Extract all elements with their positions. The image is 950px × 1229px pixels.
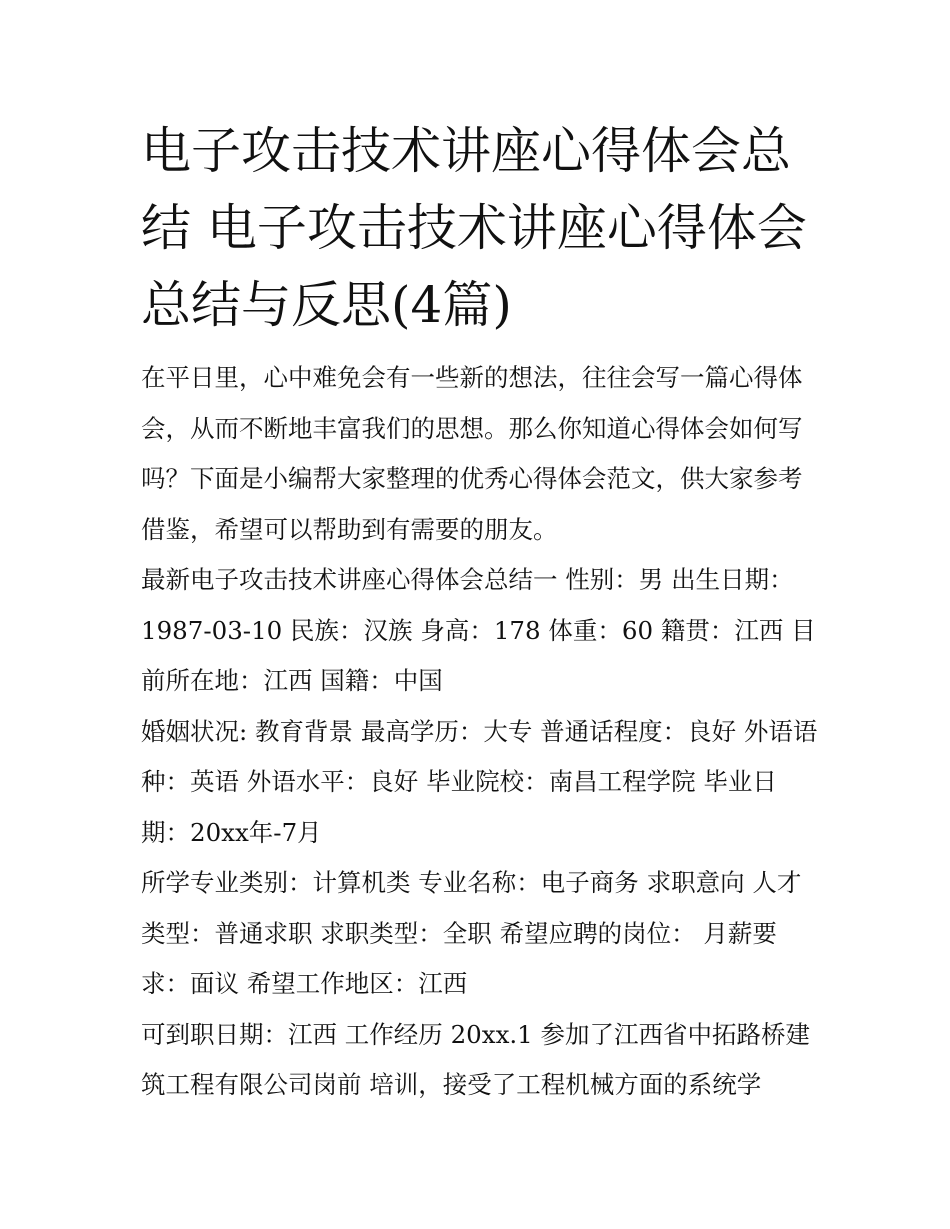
document-body bbox=[141, 113, 821, 1111]
personal-info-paragraph: 最新电子攻击技术讲座心得体会总结一 性别：男 出生日期：1987-03-10 民族：汉族 身高：178 体重：60 籍贯：江西 目前所在地：江西 国籍：中国 bbox=[141, 565, 816, 695]
intro-paragraph: 在平日里，心中难免会有一些新的想法，往往会写一篇心得体会，从而不断地丰富我们的思想。那么你知道心得体会如何写吗？下面是小编帮大家整理的优秀心得体会范文，供大家参考借鉴，希望可以帮助到有需要的朋友。 bbox=[141, 363, 803, 544]
job-intention-paragraph: 所学专业类别：计算机类 专业名称：电子商务 求职意向 人才类型：普通求职 求职类型：全职 希望应聘的岗位： 月薪要求：面议 希望工作地区：江西 bbox=[141, 868, 802, 998]
work-experience-paragraph: 可到职日期：江西 工作经历 20xx.1 参加了江西省中拓路桥建筑工程有限公司岗前 培训，接受了工程机械方面的系统学 bbox=[141, 1019, 811, 1099]
education-paragraph: 婚姻状况: 教育背景 最高学历：大专 普通话程度：良好 外语语种：英语 外语水平：良好 毕业院校：南昌工程学院 毕业日期：20xx年-7月 bbox=[141, 716, 818, 847]
document-title: 电子攻击技术讲座心得体会总结 电子攻击技术讲座心得体会总结与反思(4篇) bbox=[141, 122, 807, 334]
